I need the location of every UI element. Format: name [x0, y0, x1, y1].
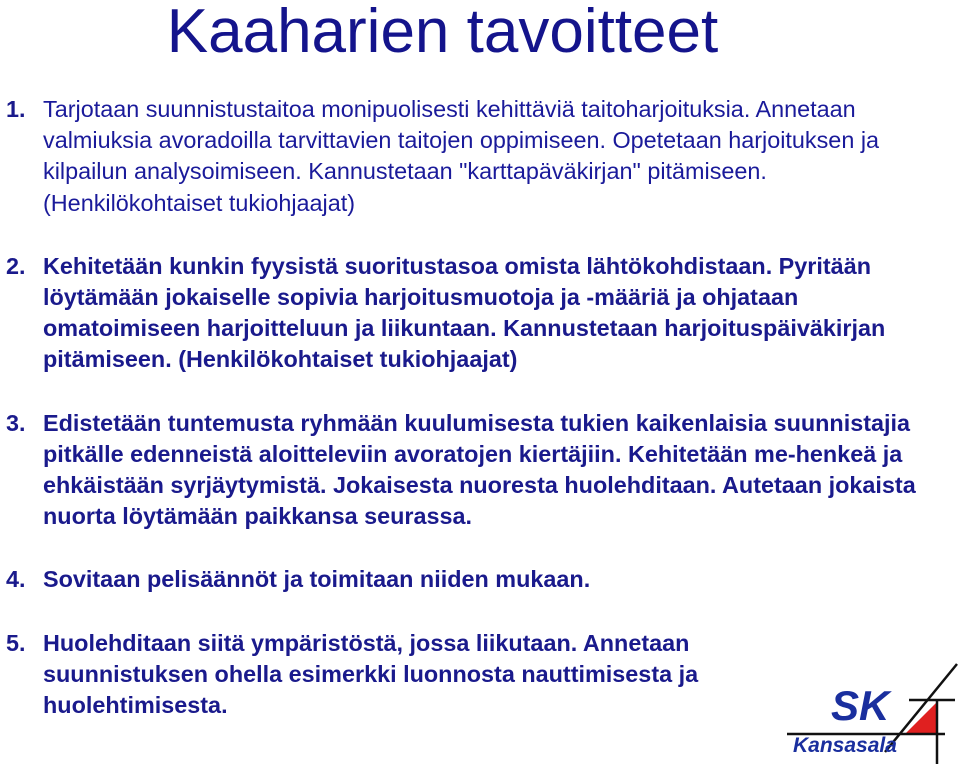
slide-title: Kaaharien tavoitteet	[166, 0, 719, 66]
goal-list	[0, 94, 960, 721]
goal-number: 5.	[6, 629, 26, 656]
goal-item-2	[0, 251, 960, 376]
logo-club-name: Kansasala	[793, 734, 897, 757]
logo-initials: SK	[831, 682, 890, 729]
goal-number: 2.	[6, 252, 26, 279]
goal-text: Kehitetään kunkin fyysistä suoritustasoa omista lähtökohdistaan. Pyritään löytämään jokaiselle sopivia harjoitusmuotoja ja -määriä ja ohjataan omatoimiseen harjoitteluun ja liikuntaan. Kannustetaan harjoituspäiväkirjan pitämiseen. (Henkilökohtaiset tukiohjaajat)	[43, 252, 886, 373]
goal-number: 4.	[6, 566, 26, 593]
goal-item-1	[0, 94, 960, 219]
goal-text: Huolehditaan siitä ympäristöstä, jossa liikutaan. Annetaan suunnistuksen ohella esimerkki luonnosta nauttimisesta ja huolehtimisesta.	[43, 629, 699, 719]
goal-text: Tarjotaan suunnistustaitoa monipuolisesti kehittäviä taitoharjoituksia. Annetaan valmiuksia avoradoilla tarvittavien taitojen oppimiseen. Opetetaan harjoituksen ja kilpailun analysoimiseen. Kannustetaan "karttapäväkirjan" pitämiseen. (Henkilökohtaiset tukiohjaajat)	[43, 96, 880, 216]
goal-text: Sovitaan pelisäännöt ja toimitaan niiden mukaan.	[43, 566, 591, 593]
goal-number: 1.	[6, 96, 26, 122]
goal-text: Edistetään tuntemusta ryhmään kuulumisesta tukien kaikenlaisia suunnistajia pitkälle edenneistä aloitteleviin avoratojen kiertäjiin. Kehitetään me-henkeä ja ehkäistään syrjäytymistä. Jokaisesta nuoresta huolehditaan. Autetaan jokaista nuorta löytämään paikkansa seurassa.	[43, 409, 916, 530]
goal-item-3	[0, 408, 960, 533]
goal-item-4	[0, 564, 960, 595]
goal-number: 3.	[6, 409, 26, 436]
club-logo	[785, 660, 960, 770]
